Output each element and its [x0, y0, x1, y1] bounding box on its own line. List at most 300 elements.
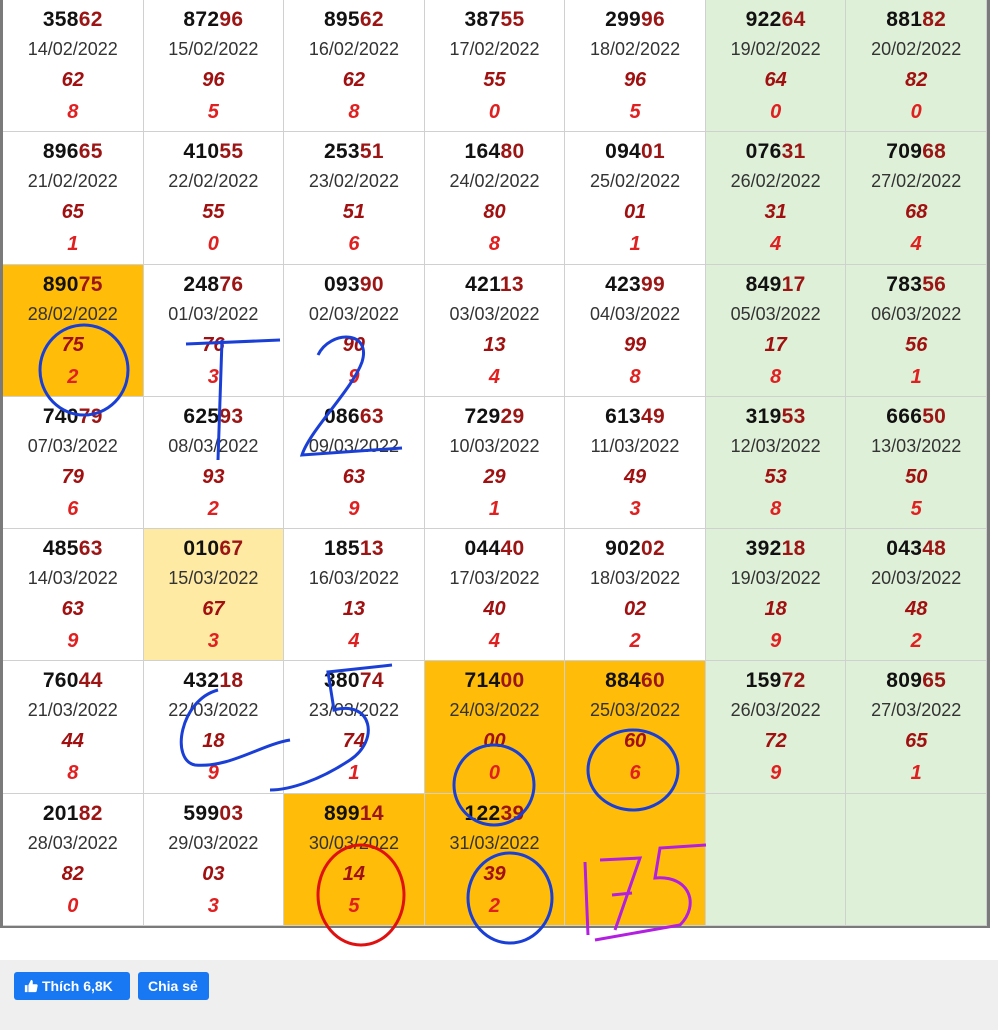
result-date: 23/03/2022 [308, 700, 399, 721]
result-cell [565, 0, 706, 132]
result-number [284, 667, 424, 695]
result-digit: 9 [67, 630, 79, 653]
result-number [706, 535, 846, 563]
result-lead: 253 [323, 140, 360, 164]
result-lead: 896 [42, 140, 79, 164]
result-cell [3, 794, 144, 926]
result-date: 28/03/2022 [27, 832, 118, 853]
result-lead: 740 [42, 404, 79, 428]
result-date: 25/02/2022 [590, 171, 681, 192]
result-pair: 49 [623, 465, 647, 488]
result-tail: 31 [781, 140, 806, 164]
result-pair: 67 [202, 598, 225, 621]
result-tail: 82 [922, 8, 947, 31]
result-lead: 010 [183, 537, 220, 561]
result-digit: 3 [207, 894, 219, 917]
result-date: 20/02/2022 [871, 39, 962, 59]
result-number [284, 535, 424, 563]
result-number [144, 535, 284, 563]
result-pair: 13 [342, 598, 366, 621]
result-digit: 6 [67, 497, 79, 520]
result-pair: 13 [483, 333, 506, 356]
result-number [144, 800, 284, 828]
result-date: 15/02/2022 [168, 39, 259, 59]
result-lead: 714 [464, 669, 501, 693]
result-number [3, 6, 143, 34]
result-number [846, 667, 986, 695]
result-tail: 76 [219, 272, 244, 296]
result-cell [3, 265, 144, 397]
result-number [425, 800, 565, 828]
result-date: 27/03/2022 [871, 700, 962, 721]
result-number [3, 271, 143, 299]
result-pair: 64 [764, 69, 787, 91]
result-cell [425, 661, 566, 793]
result-tail: 50 [922, 404, 947, 428]
result-pair: 65 [61, 201, 84, 224]
result-number [3, 800, 143, 828]
result-tail: 02 [641, 537, 666, 561]
like-button[interactable] [14, 972, 130, 1000]
result-number [144, 667, 284, 695]
result-number [565, 271, 705, 299]
result-pair: 51 [342, 201, 366, 224]
result-digit: 5 [207, 101, 219, 123]
result-number [706, 6, 846, 34]
result-date: 21/03/2022 [27, 700, 118, 721]
result-number [3, 535, 143, 563]
result-cell [284, 661, 425, 793]
result-lead: 881 [886, 8, 923, 31]
result-cell [706, 0, 847, 132]
result-number [284, 271, 424, 299]
result-pair: 82 [905, 69, 928, 91]
result-digit: 0 [910, 101, 922, 123]
result-date: 22/03/2022 [168, 700, 259, 721]
result-lead: 380 [323, 669, 360, 693]
result-cell [144, 661, 285, 793]
result-tail: 75 [78, 272, 103, 296]
result-digit: 1 [910, 365, 922, 388]
result-lead: 076 [745, 140, 782, 164]
result-date: 31/03/2022 [449, 832, 540, 853]
result-tail: 68 [922, 140, 947, 164]
result-number [284, 800, 424, 828]
result-digit: 9 [348, 365, 360, 388]
result-lead: 410 [183, 140, 220, 164]
result-pair: 17 [764, 333, 787, 356]
result-lead: 884 [605, 669, 642, 693]
result-pair: 65 [905, 730, 928, 753]
result-date: 25/03/2022 [590, 700, 681, 721]
result-lead: 783 [886, 272, 923, 296]
result-digit: 2 [910, 630, 922, 653]
result-tail: 63 [78, 537, 103, 561]
result-pair: 75 [61, 333, 84, 356]
result-cell [846, 529, 987, 661]
result-tail: 14 [359, 801, 384, 825]
result-cell [144, 397, 285, 529]
result-lead: 899 [323, 801, 360, 825]
result-pair: 48 [905, 598, 928, 621]
result-digit: 5 [629, 101, 641, 123]
result-number [144, 403, 284, 431]
result-digit: 9 [348, 497, 360, 520]
result-number [284, 138, 424, 166]
result-lead: 319 [745, 404, 782, 428]
result-cell [706, 132, 847, 264]
result-cell [425, 529, 566, 661]
result-number [565, 403, 705, 431]
result-cell [284, 529, 425, 661]
result-cell [284, 265, 425, 397]
result-digit: 0 [67, 894, 79, 917]
result-lead: 421 [465, 272, 500, 296]
result-pair: 31 [764, 201, 787, 224]
result-tail: 48 [922, 537, 947, 561]
result-number [846, 6, 986, 34]
result-cell [3, 529, 144, 661]
result-date: 19/02/2022 [730, 39, 821, 59]
result-digit: 6 [629, 762, 641, 785]
result-tail: 79 [78, 404, 103, 428]
result-date: 22/02/2022 [168, 171, 259, 192]
result-digit: 1 [488, 497, 501, 520]
result-cell [706, 529, 847, 661]
result-date: 09/03/2022 [308, 435, 399, 456]
result-lead: 299 [605, 8, 642, 31]
result-digit: 4 [488, 365, 501, 388]
result-tail: 93 [219, 404, 244, 428]
result-digit: 5 [348, 894, 360, 917]
result-cell [3, 661, 144, 793]
result-number [425, 535, 565, 563]
result-number [144, 6, 284, 34]
result-lead: 358 [42, 8, 79, 31]
result-digit: 1 [348, 762, 360, 785]
result-lead: 902 [605, 537, 642, 561]
result-tail: 56 [922, 272, 947, 296]
result-lead: 485 [42, 537, 79, 561]
result-lead: 094 [605, 140, 642, 164]
result-number [284, 6, 424, 34]
result-pair: 55 [483, 69, 506, 91]
result-tail: 18 [219, 669, 244, 693]
result-lead: 248 [183, 272, 220, 296]
result-pair: 55 [202, 201, 225, 224]
result-cell [284, 397, 425, 529]
result-cell [565, 265, 706, 397]
result-tail: 44 [78, 669, 103, 693]
result-number [144, 138, 284, 166]
result-digit: 3 [207, 630, 219, 653]
result-date: 03/03/2022 [449, 303, 540, 324]
result-lead: 423 [605, 272, 642, 296]
result-lead: 086 [323, 404, 360, 428]
result-date: 24/02/2022 [449, 171, 540, 192]
result-date: 06/03/2022 [871, 303, 962, 324]
result-pair: 93 [202, 465, 225, 488]
result-tail: 40 [500, 537, 525, 561]
result-date: 29/03/2022 [168, 832, 259, 853]
result-number [284, 403, 424, 431]
result-pair: 76 [202, 333, 225, 356]
result-date: 10/03/2022 [449, 435, 540, 456]
result-lead: 599 [183, 801, 220, 825]
share-label: Chia sẻ [148, 978, 198, 994]
result-tail: 80 [500, 140, 525, 164]
result-cell [706, 661, 847, 793]
result-pair: 79 [61, 465, 84, 488]
result-digit: 8 [67, 101, 79, 123]
result-date: 27/02/2022 [871, 171, 962, 192]
result-date: 08/03/2022 [168, 435, 259, 456]
result-tail: 62 [359, 8, 384, 31]
result-cell [565, 661, 706, 793]
result-pair: 44 [61, 730, 84, 753]
result-date: 18/02/2022 [590, 39, 681, 59]
result-tail: 53 [781, 404, 806, 428]
footer [0, 928, 998, 1030]
result-cell [284, 0, 425, 132]
result-date: 19/03/2022 [730, 568, 821, 589]
result-pair: 29 [483, 465, 506, 488]
result-tail: 65 [78, 140, 103, 164]
result-number [425, 6, 565, 34]
result-digit: 8 [770, 497, 782, 520]
result-digit: 4 [910, 233, 922, 256]
result-pair: 50 [905, 465, 928, 488]
result-tail: 51 [359, 140, 384, 164]
result-number [706, 138, 846, 166]
result-digit: 8 [629, 365, 641, 388]
result-digit: 8 [770, 365, 782, 388]
result-number [846, 138, 986, 166]
result-cell [144, 0, 285, 132]
result-tail: 60 [641, 669, 666, 693]
result-cell [706, 397, 847, 529]
result-pair: 80 [483, 201, 506, 224]
result-cell [425, 265, 566, 397]
result-digit: 8 [488, 233, 501, 256]
result-cell [565, 794, 706, 926]
result-date: 11/03/2022 [590, 435, 680, 456]
result-lead: 890 [42, 272, 79, 296]
result-lead: 613 [605, 404, 642, 428]
result-tail: 18 [781, 537, 806, 561]
result-date: 24/03/2022 [449, 700, 540, 721]
result-tail: 29 [500, 404, 525, 428]
result-number [3, 403, 143, 431]
result-cell [284, 132, 425, 264]
result-cell [284, 794, 425, 926]
result-tail: 01 [641, 140, 666, 164]
result-digit: 4 [488, 630, 501, 653]
like-label: Thích 6,8K [42, 978, 113, 994]
result-tail: 67 [219, 537, 244, 561]
result-digit: 4 [348, 630, 360, 653]
result-cell [846, 794, 987, 926]
result-tail: 49 [641, 404, 666, 428]
result-tail: 00 [500, 669, 525, 693]
result-pair: 63 [61, 598, 84, 621]
result-lead: 922 [745, 8, 782, 31]
result-tail: 96 [641, 8, 666, 31]
result-digit: 2 [207, 497, 219, 520]
result-tail: 63 [359, 404, 384, 428]
thumbs-up-icon [24, 979, 38, 993]
result-cell [846, 265, 987, 397]
result-lead: 185 [323, 537, 360, 561]
result-cell [706, 794, 847, 926]
result-pair: 96 [202, 69, 225, 91]
result-lead: 760 [42, 669, 79, 693]
result-number [565, 667, 705, 695]
result-lead: 392 [745, 537, 782, 561]
result-date: 14/02/2022 [27, 39, 118, 59]
result-digit: 0 [770, 101, 782, 123]
result-date: 14/03/2022 [27, 568, 118, 589]
result-digit: 3 [207, 365, 219, 388]
result-lead: 895 [323, 8, 360, 31]
result-digit: 0 [488, 101, 501, 123]
result-date: 16/03/2022 [308, 568, 399, 589]
result-tail: 82 [78, 801, 103, 825]
result-cell [425, 0, 566, 132]
result-pair: 03 [202, 862, 225, 885]
result-number [706, 403, 846, 431]
result-number [706, 667, 846, 695]
result-pair: 18 [764, 598, 787, 621]
result-date: 21/02/2022 [27, 171, 118, 192]
result-date: 18/03/2022 [590, 568, 681, 589]
result-date: 15/03/2022 [168, 568, 259, 589]
result-pair: 60 [623, 730, 647, 753]
result-pair: 82 [61, 862, 84, 885]
result-pair: 63 [342, 465, 366, 488]
result-pair: 01 [623, 201, 647, 224]
result-cell [425, 794, 566, 926]
result-cell [565, 132, 706, 264]
result-date: 02/03/2022 [308, 303, 399, 324]
result-lead: 432 [183, 669, 220, 693]
result-cell [144, 265, 285, 397]
result-lead: 666 [886, 404, 923, 428]
result-date: 17/03/2022 [449, 568, 540, 589]
result-pair: 56 [905, 333, 928, 356]
result-digit: 1 [910, 762, 922, 785]
result-pair: 53 [764, 465, 787, 488]
result-date: 28/02/2022 [27, 303, 118, 324]
result-date: 12/03/2022 [730, 435, 821, 456]
result-tail: 99 [641, 272, 666, 296]
result-digit: 9 [207, 762, 219, 785]
result-tail: 62 [78, 8, 103, 31]
result-date: 04/03/2022 [590, 303, 681, 324]
result-date: 16/02/2022 [308, 39, 399, 59]
result-lead: 809 [886, 669, 923, 693]
result-number [425, 667, 565, 695]
result-digit: 8 [67, 762, 79, 785]
result-pair: 72 [764, 730, 787, 753]
result-number [846, 271, 986, 299]
result-number [425, 403, 565, 431]
result-digit: 2 [488, 894, 501, 917]
result-digit: 0 [207, 233, 219, 256]
result-cell [144, 794, 285, 926]
result-number [565, 535, 705, 563]
result-date: 26/03/2022 [730, 700, 821, 721]
result-digit: 6 [348, 233, 360, 256]
result-number [144, 271, 284, 299]
result-lead: 164 [464, 140, 501, 164]
result-cell [565, 397, 706, 529]
result-lead: 387 [464, 8, 501, 31]
result-number [565, 6, 705, 34]
result-tail: 13 [359, 537, 384, 561]
result-cell [565, 529, 706, 661]
result-date: 13/03/2022 [871, 435, 962, 456]
result-pair: 02 [623, 598, 647, 621]
result-cell [425, 397, 566, 529]
result-cell [3, 0, 144, 132]
result-cell [706, 265, 847, 397]
result-pair: 74 [342, 730, 366, 753]
result-digit: 2 [629, 630, 641, 653]
result-pair: 14 [342, 862, 366, 885]
result-cell [425, 132, 566, 264]
result-number [846, 403, 986, 431]
result-number [425, 138, 565, 166]
result-date: 05/03/2022 [730, 303, 821, 324]
result-number [846, 535, 986, 563]
result-tail: 03 [219, 801, 244, 825]
result-lead: 729 [464, 404, 501, 428]
result-lead: 201 [42, 801, 79, 825]
result-tail: 74 [359, 669, 384, 693]
result-number [425, 271, 565, 299]
result-pair: 68 [905, 201, 928, 224]
result-lead: 044 [464, 537, 501, 561]
results-grid [3, 0, 987, 925]
result-tail: 90 [359, 272, 384, 296]
result-digit: 9 [770, 762, 782, 785]
result-digit: 5 [910, 497, 922, 520]
result-lead: 872 [183, 8, 220, 31]
result-cell [846, 397, 987, 529]
result-tail: 55 [219, 140, 244, 164]
result-cell [846, 0, 987, 132]
result-cell [3, 397, 144, 529]
result-number [3, 667, 143, 695]
result-pair: 62 [61, 69, 84, 91]
result-cell [846, 661, 987, 793]
result-date: 30/03/2022 [308, 832, 399, 853]
share-button[interactable] [138, 972, 209, 1000]
result-date: 07/03/2022 [27, 435, 118, 456]
result-lead: 625 [183, 404, 220, 428]
result-tail: 13 [499, 272, 524, 296]
result-date: 23/02/2022 [308, 171, 399, 192]
result-lead: 093 [323, 272, 360, 296]
result-tail: 64 [781, 8, 806, 31]
result-tail: 39 [500, 801, 525, 825]
result-digit: 8 [348, 101, 360, 123]
result-pair: 99 [623, 333, 647, 356]
result-lead: 849 [745, 272, 782, 296]
result-cell [846, 132, 987, 264]
result-pair: 00 [483, 730, 506, 753]
